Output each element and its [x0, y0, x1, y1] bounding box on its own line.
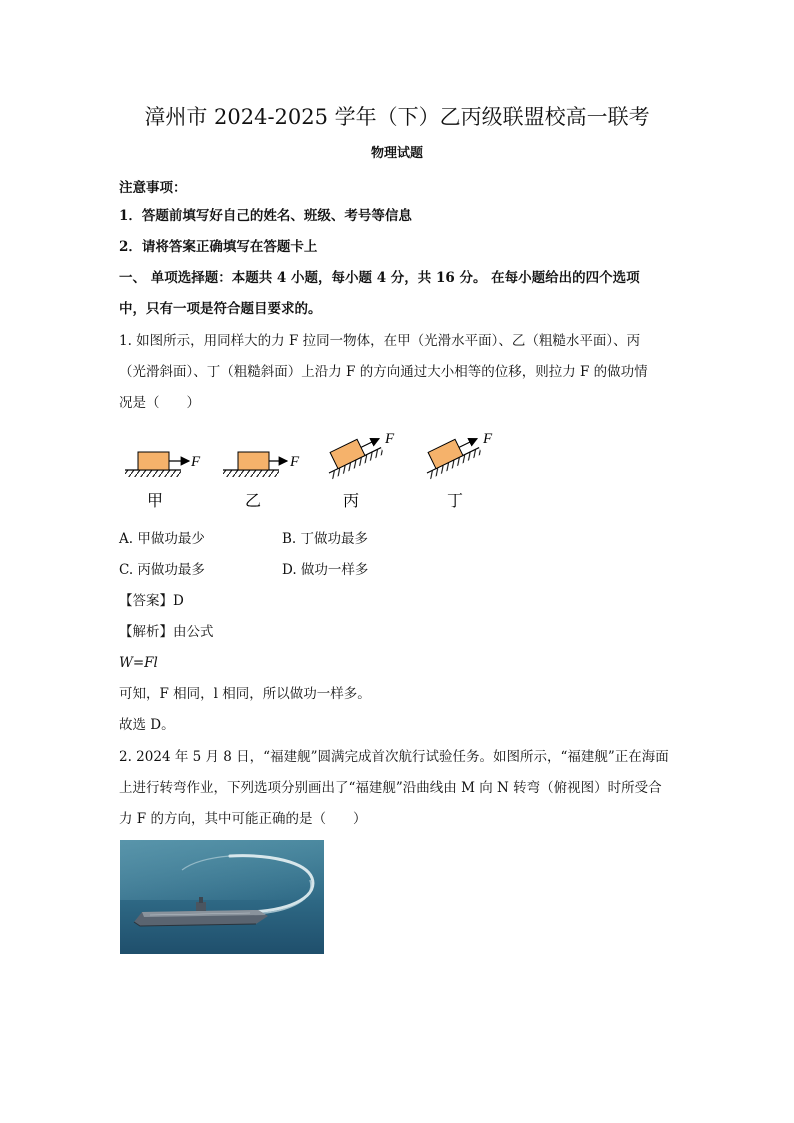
label-ding: 丁: [447, 491, 464, 510]
question-1-line3: 况是（ ）: [119, 395, 200, 411]
force-label-yi: F: [290, 454, 300, 470]
option-b: B. 丁做功最多: [282, 531, 369, 547]
question-2-line3: 力 F 的方向，其中可能正确的是（ ）: [119, 811, 367, 827]
option-a: A. 甲做功最少: [119, 531, 205, 547]
page-subtitle: 物理试题: [370, 146, 423, 161]
answer-line: 【答案】D: [119, 593, 184, 609]
notice-item-2: 2．请将答案正确填写在答题卡上: [119, 239, 318, 255]
option-c: C. 丙做功最多: [119, 562, 205, 578]
label-jia: 甲: [147, 491, 164, 510]
figure-jia: [125, 452, 201, 510]
question-1-line1: 1. 如图所示，用同样大的力 F 拉同一物体，在甲（光滑水平面）、乙（粗糙水平面）、丙: [119, 333, 641, 349]
notice-heading: 注意事项：: [119, 180, 187, 196]
block-jia: [138, 452, 169, 470]
analysis-line: 【解析】由公式: [119, 624, 214, 640]
force-label-bing: F: [385, 431, 395, 447]
explain-line: 可知，F 相同，l 相同，所以做功一样多。: [119, 686, 371, 702]
page-title: 漳州市 2024-2025 学年（下）乙丙级联盟校高一联考: [144, 105, 650, 129]
figure-bing: [321, 431, 395, 510]
block-yi: [238, 452, 269, 470]
force-label-ding: F: [483, 431, 493, 447]
question-2-line1: 2. 2024 年 5 月 8 日，“福建舰”圆满完成首次航行试验任务。如图所示，“福建舰”正在海面: [119, 749, 669, 765]
question-1-figure: [119, 418, 499, 518]
question-2-line2: 上进行转弯作业，下列选项分别画出了“福建舰”沿曲线由 M 向 N 转弯（俯视图）时所受合: [119, 780, 662, 796]
notice-item-1: 1．答题前填写好自己的姓名、班级、考号等信息: [119, 208, 412, 224]
force-label-jia: F: [191, 454, 201, 470]
formula-line: W=Fl: [119, 655, 158, 671]
figure-yi: [223, 452, 300, 510]
carrier-photo: [120, 840, 324, 954]
section-heading-line1: 一、 单项选择题：本题共 4 小题，每小题 4 分，共 16 分。 在每小题给出的四个选项: [119, 270, 640, 286]
label-yi: 乙: [245, 491, 262, 510]
label-bing: 丙: [343, 491, 360, 510]
choice-line: 故选 D。: [119, 717, 175, 733]
section-heading-line2: 中，只有一项是符合题目要求的。: [119, 301, 322, 317]
option-d: D. 做功一样多: [282, 562, 369, 578]
question-1-line2: （光滑斜面）、丁（粗糙斜面）上沿力 F 的方向通过大小相等的位移，则拉力 F 的做功情: [119, 364, 648, 380]
figure-ding: [419, 431, 493, 510]
